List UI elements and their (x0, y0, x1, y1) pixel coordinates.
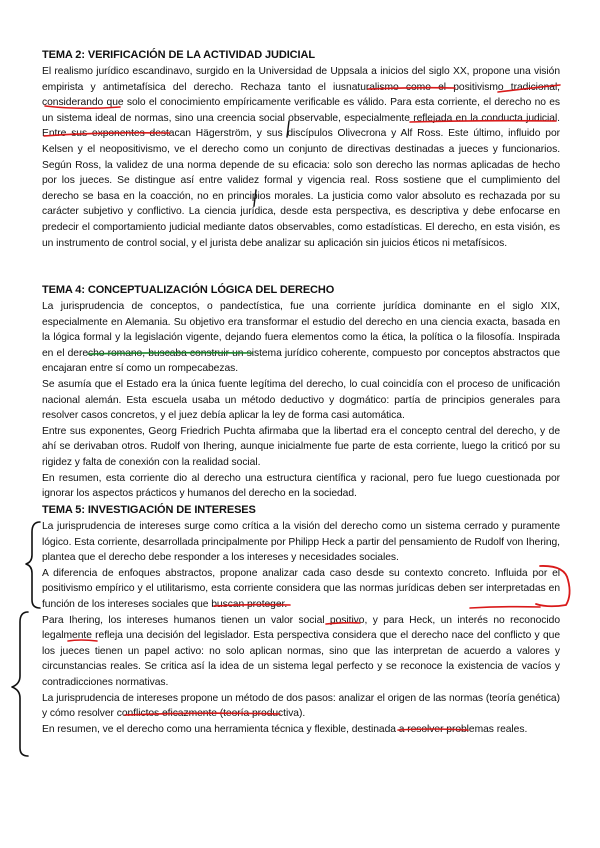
paragraph: En resumen, ve el derecho como una herramienta técnica y flexible, destinada a resolver problemas reales. (42, 723, 528, 735)
paragraph: Se asumía que el Estado era la única fuente legítima del derecho, lo cual coincidía con el proceso de unificación nacional alemán. Esta escuela usaba un método deductivo y dogmático: partía de principios generales para resolver casos concretos, y el juez debía aplicar la ley de forma casi automática. (42, 378, 560, 422)
section-tema-4 (42, 283, 560, 502)
paragraph: La jurisprudencia de conceptos, o pandectística, fue una corriente jurídica dominante en el siglo XIX, especialmente en Alemania. Su objetivo era transformar el estudio del derecho en una ciencia exacta, basada en la lógica formal y la legislación vigente, dejando fuera elementos como la ética, la política o la filosofía. Inspirada en el derecho romano, buscaba construir un sistema jurídico coherente, compuesto por conceptos abstractos que encajaran entre sí como un rompecabezas. (42, 301, 560, 375)
paragraph: Para Ihering, los intereses humanos tienen un valor social positivo, y para Heck, un interés no reconocido legalmente refleja una decisión del legislador. Esta perspectiva considera que el derecho nace del conflicto y que los jueces tienen un papel activo: no solo aplican normas, sino que las interpretan de acuerdo a valores y circunstancias reales. Se critica así la idea de un sistema legal perfecto y se reconoce la existencia de vacíos y contradicciones normativas. (42, 614, 560, 688)
section-heading: TEMA 2: VERIFICACIÓN DE LA ACTIVIDAD JUDICIAL (42, 49, 315, 61)
paragraph: Entre sus exponentes, Georg Friedrich Puchta afirmaba que la libertad era el concepto central del derecho, y de ahí se derivaban otros. Rudolf von Ihering, aunque inicialmente fue parte de esta corriente, luego la criticó por su rigidez y falta de conexión con la realidad social. (42, 425, 560, 468)
paragraph: La jurisprudencia de intereses surge como crítica a la visión del derecho como un sistema cerrado y puramente lógico. Esta corriente, desarrollada principalmente por Philipp Heck a partir del pensamiento de Rudolf von Ihering, plantea que el derecho debe responder a los intereses y necesidades sociales. (42, 521, 560, 564)
section-tema-2 (42, 48, 560, 251)
section-tema-5 (42, 503, 560, 737)
paragraph: La jurisprudencia de intereses propone un método de dos pasos: analizar el origen de las normas (teoría genética) y cómo resolver conflictos eficazmente (teoría productiva). (42, 692, 560, 720)
paragraph: El realismo jurídico escandinavo, surgido en la Universidad de Uppsala a inicios del siglo XX, propone una visión empirista y antimetafísica del derecho. Rechaza tanto el iusnaturalismo como el positivismo tradicional, considerando que solo el conocimiento empíricamente verificable es válido. Para esta corriente, el derecho no es un sistema ideal de normas, sino una creencia social observable, especialmente reflejada en la conducta judicial. Entre sus exponentes destacan Hägerström, y sus discípulos Olivecrona y Alf Ross. Este último, influido por Kelsen y el neopositivismo, ve el derecho como un conjunto de directivas destinadas a jueces y funcionarios. Según Ross, la validez de una norma depende de su eficacia: solo son derecho las normas aplicadas de hecho por los jueces. Se distingue así entre validez formal y vigencia real. Ross sostiene que el cumplimiento del derecho se basa en la coacción, no en principios morales. La justicia como valor absoluto es rechazada por su carácter subjetivo y conflictivo. La ciencia jurídica, desde esta perspectiva, es descriptiva y debe enfocarse en predecir el comportamiento judicial mediante datos observables, como estadísticas. El derecho, en esta visión, es un instrumento de control social, y el jurista debe analizar su aplicación sin juicios éticos ni metafísicos. (42, 66, 560, 249)
black-brace (26, 522, 40, 608)
black-brace (12, 612, 28, 756)
section-heading: TEMA 4: CONCEPTUALIZACIÓN LÓGICA DEL DERECHO (42, 284, 335, 296)
section-heading: TEMA 5: INVESTIGACIÓN DE INTERESES (42, 504, 256, 516)
paragraph: En resumen, esta corriente dio al derecho una estructura científica y racional, pero fue luego cuestionada por ignorar los aspectos prácticos y humanos del derecho en la sociedad. (42, 472, 560, 500)
paragraph: A diferencia de enfoques abstractos, propone analizar cada caso desde su contexto concreto. Influida por el positivismo empírico y el utilitarismo, esta corriente considera que las normas jurídicas deben ser interpretadas en función de los intereses sociales que buscan proteger. (42, 567, 560, 610)
